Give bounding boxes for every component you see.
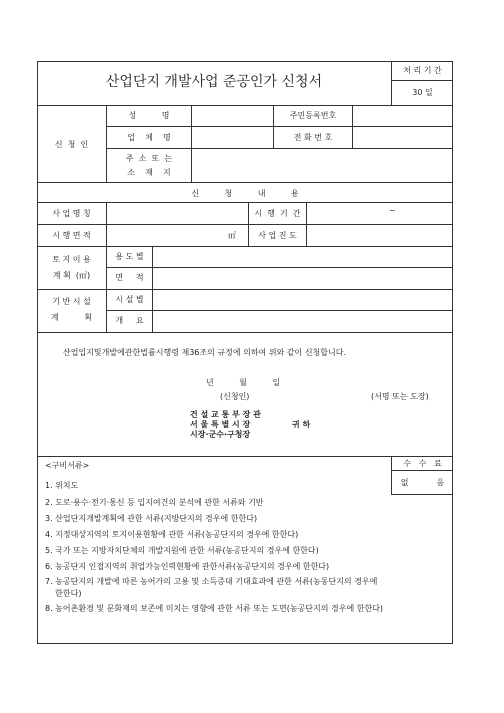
document-item: 3. 산업단지개발계획에 관한 서류(지방단지의 경우에 한한다) <box>45 514 258 523</box>
document-item: 1. 위치도 <box>45 481 79 490</box>
recipient-line3: 시장·군수·구청장 <box>190 430 251 439</box>
infrastructure-label-line2: 계 획 <box>51 313 92 322</box>
documents-header: <구비서류> <box>45 461 90 470</box>
signature-hint: (서명 또는 도장) <box>371 392 429 401</box>
processing-value: 30 일 <box>412 88 433 97</box>
document-item: 2. 도로·용수·전기·통신 등 입지여건의 분석에 관한 서류와 기반 <box>45 498 264 507</box>
document-item: 한한다) <box>45 589 82 598</box>
document-item: 8. 농어촌환경 및 문화재의 보존에 미치는 영향에 관한 서류 또는 도면(농공단지의 경우에 한한다) <box>45 604 384 613</box>
infrastructure-label-line1: 기 반 시 설 <box>52 297 91 306</box>
recipient-suffix: 귀 하 <box>292 420 311 429</box>
period-label: 시 행 기 간 <box>254 209 301 218</box>
area-unit: ㎡ <box>228 231 236 240</box>
land-area-label: 면 적 <box>115 273 144 282</box>
company-name-label: 업 체 명 <box>127 133 171 142</box>
name-label: 성 명 <box>128 111 170 120</box>
form-title: 산업단지 개발사업 준공인가 신청서 <box>105 74 323 90</box>
land-plan-label-line1: 토 지 이 용 <box>52 255 91 264</box>
project-name-label: 사 업 명 칭 <box>52 209 91 218</box>
id-number-label: 주민등록번호 <box>289 111 337 120</box>
processing-label: 처 리 기 간 <box>403 66 442 75</box>
facility-label: 시 설 별 <box>115 295 144 304</box>
address-label-line2: 소 재 지 <box>127 168 171 177</box>
land-plan-label-line2: 계 획 (㎡) <box>52 271 91 280</box>
address-label-line1: 주 소 또 는 <box>125 154 173 163</box>
summary-label: 개 요 <box>115 316 144 325</box>
fee-value: 없 음 <box>400 478 445 487</box>
recipient-line1: 건 설 교 통 부 장 관 <box>190 410 261 419</box>
applicant-sign-label: (신청인) <box>220 392 250 401</box>
date-line: 년 월 일 <box>206 378 281 387</box>
fee-label: 수 수 료 <box>403 459 442 468</box>
phone-label: 전 화 번 호 <box>293 133 333 142</box>
applicant-section-label: 신 청 인 <box>54 140 89 149</box>
progress-label: 사 업 진 도 <box>258 231 297 240</box>
area-label: 시 행 면 적 <box>52 231 91 240</box>
declaration-statement: 산업입지및개발에관한법률시행령 제36조의 규정에 의하여 위와 같이 신청합니다. <box>63 348 347 357</box>
recipient-line2: 서 울 특 별 시 장 <box>190 420 251 429</box>
land-use-label: 용 도 별 <box>115 252 144 261</box>
document-item: 7. 농공단지의 개발에 따른 농어가의 고용 및 소득증대 기대효과에 관한 서류(농동단지의 경우에 <box>45 577 378 586</box>
document-item: 5. 국가 또는 지방자치단체의 개발지원에 관한 서류(농공단지의 경우에 한한다) <box>45 546 319 555</box>
period-separator: ~ <box>389 206 396 215</box>
document-item: 6. 농공단지 인접지역의 취업가능인력현황에 관한서류(농공단지의 경우에 한한다) <box>45 562 330 571</box>
application-header: 신 청 내 용 <box>191 189 299 198</box>
document-item: 4. 지정대상지역의 토지이용현황에 관한 서류(농공단지의 경우에 한한다) <box>45 530 299 539</box>
